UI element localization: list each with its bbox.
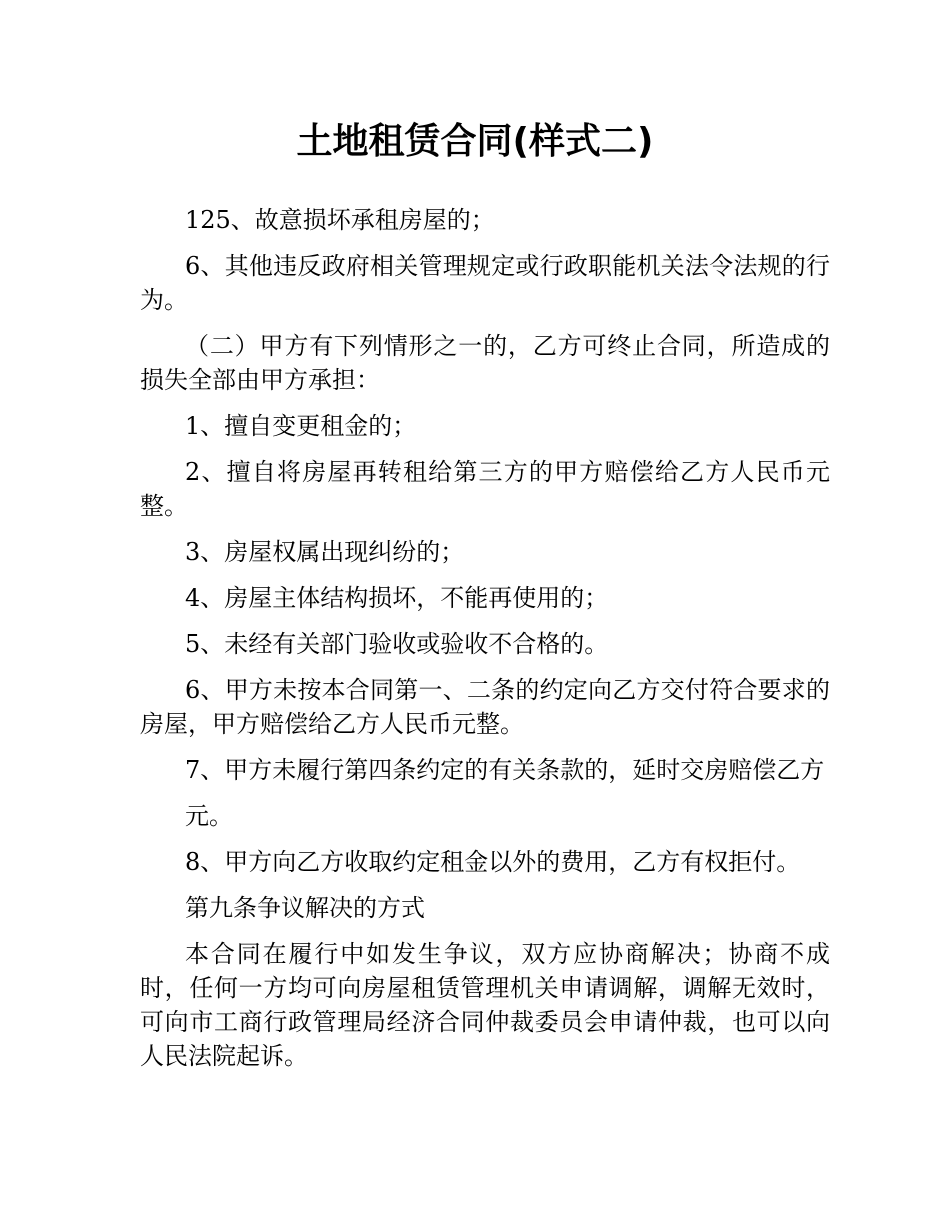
paragraph: 本合同在履行中如发生争议，双方应协商解决；协商不成时，任何一方均可向房屋租赁管理机关申请调解，调解无效时，可向市工商行政管理局经济合同仲裁委员会申请仲裁，也可以向人民法院起诉。 <box>140 940 830 1070</box>
paragraph: 7、甲方未履行第四条约定的有关条款的，延时交房赔偿乙方 <box>185 756 825 784</box>
paragraph: 125、故意损坏承租房屋的； <box>185 206 495 234</box>
paragraph: 3、房屋权属出现纠纷的； <box>185 538 465 566</box>
paragraph: 8、甲方向乙方收取约定租金以外的费用，乙方有权拒付。 <box>185 848 801 876</box>
paragraph: 1、擅自变更租金的； <box>185 412 417 440</box>
paragraph: 6、其他违反政府相关管理规定或行政职能机关法令法规的行为。 <box>140 252 830 314</box>
paragraph: 2、擅自将房屋再转租给第三方的甲方赔偿给乙方人民币元整。 <box>140 458 830 520</box>
paragraph: 4、房屋主体结构损坏，不能再使用的； <box>185 584 609 612</box>
paragraph: 元。 <box>185 802 233 830</box>
paragraph: （二）甲方有下列情形之一的，乙方可终止合同，所造成的损失全部由甲方承担： <box>140 332 830 394</box>
document-body <box>140 203 830 1085</box>
section-heading: 第九条争议解决的方式 <box>185 894 425 922</box>
document-title: 土地租赁合同(样式二) <box>296 121 654 162</box>
paragraph: 6、甲方未按本合同第一、二条的约定向乙方交付符合要求的房屋，甲方赔偿给乙方人民币元整。 <box>140 676 830 738</box>
paragraph: 5、未经有关部门验收或验收不合格的。 <box>185 630 609 658</box>
